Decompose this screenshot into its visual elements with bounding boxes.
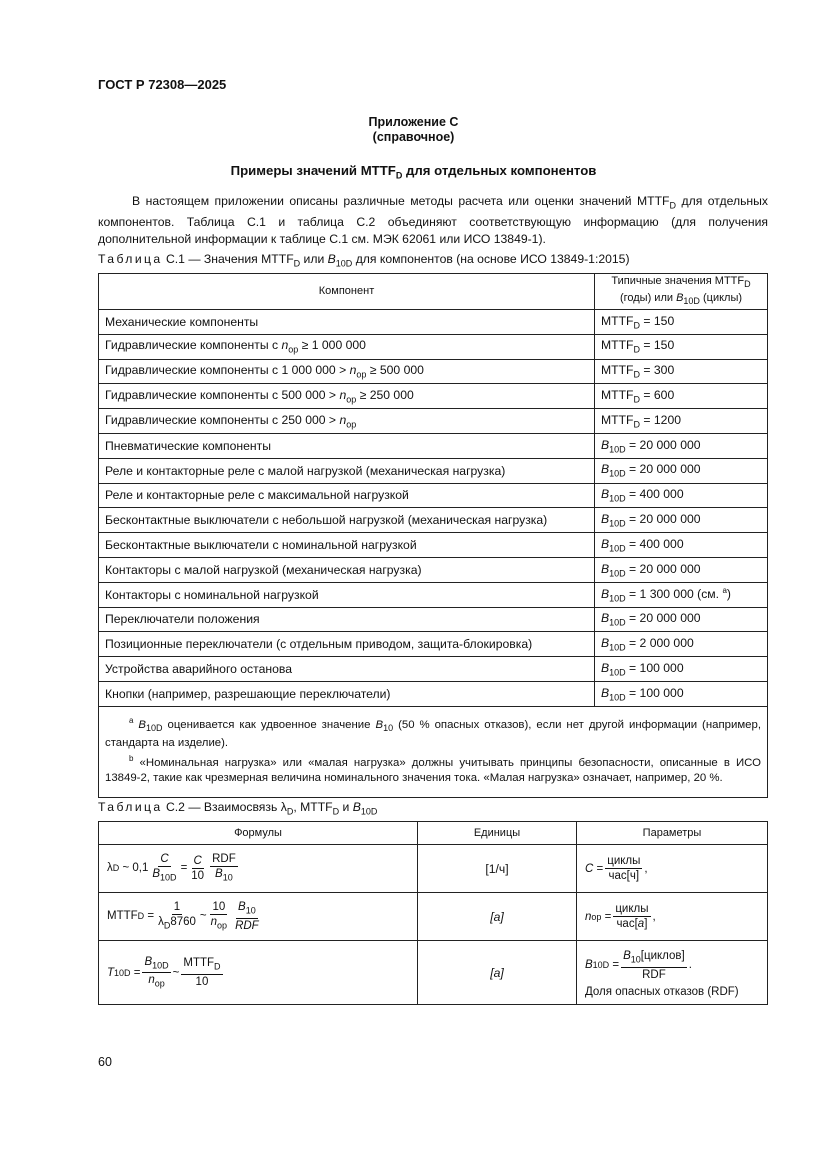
value-cell: $MTTF_D = 600$ bbox=[595, 384, 768, 409]
formula-cell: MTTF D = $\frac{1}{\lambda_D8760}$ ~ $\frac{10}{n_{ор}}$ $\frac{B_{10}}{\text{RDF}}$ bbox=[99, 893, 418, 941]
parameter-cell: C = $\frac{\text{циклы}}{\text{час[ч]}}$ , bbox=[577, 845, 768, 893]
appendix-title bbox=[0, 115, 827, 145]
component-cell: Контакторы с номинальной нагрузкой bbox=[99, 582, 595, 607]
component-cell: Позиционные переключатели (с отдельным приводом, защита-блокировка) bbox=[99, 632, 595, 657]
document-header: ГОСТ Р 72308—2025 bbox=[98, 77, 227, 92]
component-cell: Пневматические компоненты bbox=[99, 433, 595, 458]
unit-cell: [a] bbox=[418, 941, 577, 1005]
table-row bbox=[99, 893, 768, 941]
value-cell: $B_{10D} = 100$ 000 bbox=[595, 681, 768, 706]
section-heading: Примеры значений $MTTF_D$ для отдельных компонентов bbox=[230, 163, 597, 181]
component-cell: Контакторы с малой нагрузкой (механическая нагрузка) bbox=[99, 557, 595, 582]
component-cell: Кнопки (например, разрешающие переключатели) bbox=[99, 681, 595, 706]
value-cell: $B_{10D} = 2$ 000 000 bbox=[595, 632, 768, 657]
table-row bbox=[99, 681, 768, 706]
column-header-units: Единицы bbox=[418, 822, 577, 845]
component-cell: Механические компоненты bbox=[99, 310, 595, 335]
value-cell: $MTTF_D = 150$ bbox=[595, 310, 768, 335]
formula-cell: λ D ~ 0,1 $\frac{C}{B_{10D}}$ = $\frac{C}{10}$ $\frac{\text{RDF}}{B_{10}}$ bbox=[99, 845, 418, 893]
table2 bbox=[98, 821, 768, 1005]
value-cell: $B_{10D} = 20$ 000 000 bbox=[595, 557, 768, 582]
component-cell: Бесконтактные выключатели с номинальной нагрузкой bbox=[99, 533, 595, 558]
table-row bbox=[99, 384, 768, 409]
table1 bbox=[98, 273, 768, 798]
rdf-note: Доля опасных отказов (RDF) bbox=[585, 985, 739, 998]
table-row bbox=[99, 632, 768, 657]
component-cell: Гидравлические компоненты с $n_{ор} \ge 1$ 000 000 bbox=[99, 334, 595, 359]
parameter-cell: B 10D = $\frac{B_{10}[циклов]}{\text{RDF}}$ . Доля опасных отказов (RDF) bbox=[577, 941, 768, 1005]
component-cell: Устройства аварийного останова bbox=[99, 657, 595, 682]
column-header-values: Типичные значения $MTTF_D$ (годы) или $B_{10D}$ (циклы) bbox=[595, 274, 768, 310]
component-cell: Реле и контакторные реле с малой нагрузкой (механическая нагрузка) bbox=[99, 458, 595, 483]
table-row bbox=[99, 607, 768, 632]
table-row bbox=[99, 657, 768, 682]
appendix-label: Приложение С bbox=[368, 115, 459, 129]
value-cell: $B_{10D} = 20$ 000 000 bbox=[595, 458, 768, 483]
table-row bbox=[99, 359, 768, 384]
table-row bbox=[99, 310, 768, 335]
table-footnotes bbox=[99, 706, 768, 797]
value-cell: $B_{10D} = 400$ 000 bbox=[595, 533, 768, 558]
component-cell: Гидравлические компоненты с 1 000 $000 > n_{ор} \ge 500$ 000 bbox=[99, 359, 595, 384]
table-row bbox=[99, 557, 768, 582]
table-row bbox=[99, 582, 768, 607]
table-row bbox=[99, 533, 768, 558]
value-cell: $B_{10D} = 400$ 000 bbox=[595, 483, 768, 508]
component-cell: Реле и контакторные реле с максимальной нагрузкой bbox=[99, 483, 595, 508]
column-header-formulas: Формулы bbox=[99, 822, 418, 845]
component-cell: Гидравлические компоненты с 500 $000 > n_{ор} \ge 250$ 000 bbox=[99, 384, 595, 409]
table-header-row bbox=[99, 822, 768, 845]
table2-caption: Таблица С.2 — Взаимосвязь $\lambda_D$, $MTTF_D$ и $B_{10D}$ bbox=[98, 800, 378, 817]
table-row bbox=[99, 433, 768, 458]
value-cell: $B_{10D} = 100$ 000 bbox=[595, 657, 768, 682]
appendix-type: (справочное) bbox=[372, 130, 455, 144]
column-header-component: Компонент bbox=[99, 274, 595, 310]
value-cell: $MTTF_D = 150$ bbox=[595, 334, 768, 359]
value-cell: $B_{10D} = 20$ 000 000 bbox=[595, 433, 768, 458]
intro-paragraph: В настоящем приложении описаны различные методы расчета или оценки значений $MTTF_D$ для отдельных компонентов. Таблица С.1 и таблица С.2 объединяют соответствующую информацию (для получения дополнительной информации к таблице С.1 см. МЭК 62061 или ИСО 13849-1). bbox=[98, 194, 769, 247]
footnote-a: $^a$ $B_{10D}$ оценивается как удвоенное значение $B_{10}$ (50 % опасных отказов), если нет другой информации (например, стандарта на изделие). bbox=[105, 715, 761, 749]
table-row bbox=[99, 483, 768, 508]
unit-cell: [1/ч] bbox=[418, 845, 577, 893]
footnotes-cell bbox=[99, 706, 768, 797]
column-header-parameters: Параметры bbox=[577, 822, 768, 845]
value-cell: $B_{10D} = 20$ 000 000 bbox=[595, 508, 768, 533]
table-row bbox=[99, 334, 768, 359]
table-row bbox=[99, 458, 768, 483]
footnote-b: $^b$ «Номинальная нагрузка» или «малая нагрузка» должны учитывать принципы безопасности, описанные в ИСО 13849-2, такие как чрезмерная величина номинального значения тока. «Малая нагрузка» означает, например, 20 %. bbox=[105, 753, 761, 784]
value-cell: $B_{10D} = 20$ 000 000 bbox=[595, 607, 768, 632]
component-cell: Переключатели положения bbox=[99, 607, 595, 632]
value-cell: $MTTF_D = 300$ bbox=[595, 359, 768, 384]
formula-cell: T 10D = $\frac{B_{10D}}{n_{ор}}$ ~ $\frac{MTTF_D}{10}$ bbox=[99, 941, 418, 1005]
table-header-row bbox=[99, 274, 768, 310]
component-cell: Гидравлические компоненты с 250 $000 > n_{ор}$ bbox=[99, 409, 595, 434]
table-row bbox=[99, 941, 768, 1005]
unit-cell: [a] bbox=[418, 893, 577, 941]
table-row bbox=[99, 508, 768, 533]
component-cell: Бесконтактные выключатели с небольшой нагрузкой (механическая нагрузка) bbox=[99, 508, 595, 533]
value-cell: $MTTF_D = 1200$ bbox=[595, 409, 768, 434]
table-row bbox=[99, 845, 768, 893]
value-cell: $B_{10D} = 1$ 300 000 (см. $^a$) bbox=[595, 582, 768, 607]
page-number: 60 bbox=[98, 1055, 112, 1069]
table1-caption: Таблица С.1 — Значения $MTTF_D$ или $B_{10D}$ для компонентов (на основе ИСО 13849-1:2015) bbox=[98, 252, 630, 269]
table-row bbox=[99, 409, 768, 434]
parameter-cell: n ор = $\frac{\text{циклы}}{\text{час[a]}}$ , bbox=[577, 893, 768, 941]
